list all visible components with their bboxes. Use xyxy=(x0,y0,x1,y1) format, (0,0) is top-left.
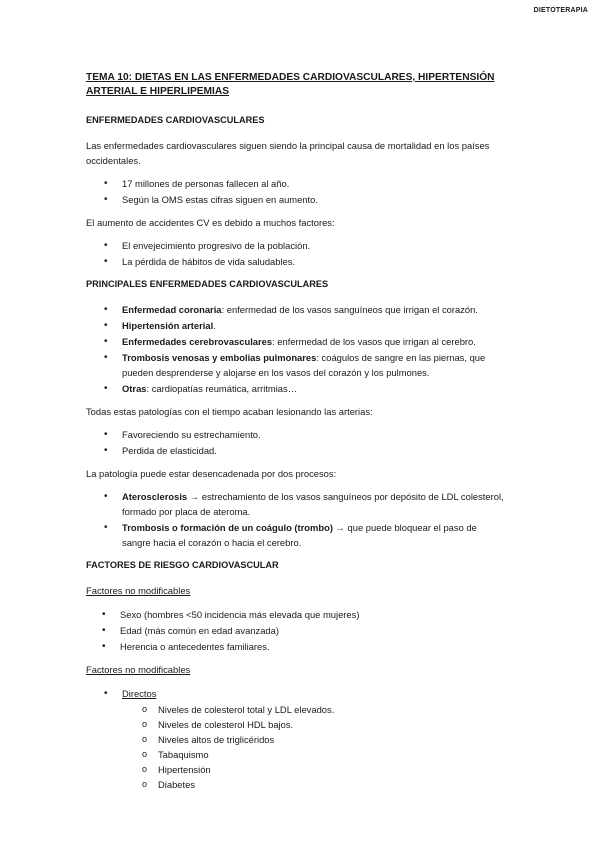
list-item: • Favoreciendo su estrechamiento. xyxy=(86,427,506,442)
term: Hipertensión arterial xyxy=(122,320,214,331)
sub-list-item: o Niveles de colesterol HDL bajos. xyxy=(122,717,506,732)
list-item xyxy=(86,302,506,317)
definition: . xyxy=(213,320,216,331)
list-item: • Herencia o antecedentes familiares. xyxy=(86,639,506,654)
definition: : enfermedad de los vasos que irrigan al cerebro. xyxy=(272,336,476,347)
document-title: TEMA 10: DIETAS EN LAS ENFERMEDADES CARDIOVASCULARES, HIPERTENSIÓN ARTERIAL E HIPERLIPEMIAS xyxy=(86,72,495,97)
term: Aterosclerosis xyxy=(122,491,188,502)
section-heading-principales: PRINCIPALES ENFERMEDADES CARDIOVASCULARES xyxy=(86,279,329,289)
list-item xyxy=(86,686,506,792)
term: Trombosis o formación de un coágulo (trombo) xyxy=(122,522,333,533)
sub-list-item: o Hipertensión xyxy=(122,762,506,777)
sub-list-item: o Diabetes xyxy=(122,777,506,792)
bullet-list xyxy=(86,176,506,207)
list-item: • Según la OMS estas cifras siguen en aumento. xyxy=(86,192,506,207)
list-item xyxy=(86,520,506,550)
term: Enfermedades cerebrovasculares xyxy=(122,336,273,347)
process-list xyxy=(86,489,506,550)
list-item: • Sexo (hombres <50 incidencia más elevada que mujeres) xyxy=(86,607,506,622)
bullet-list xyxy=(86,686,506,792)
list-item: • Edad (más común en edad avanzada) xyxy=(86,623,506,638)
definition: → estrechamiento de los vasos sanguíneos por depósito de LDL colesterol, formado por placa de ateroma. xyxy=(122,491,504,517)
definition: : enfermedad de los vasos sanguíneos que irrigan el corazón. xyxy=(221,304,478,315)
definition: → que puede bloquear el paso de sangre hacia el corazón o hacia el cerebro. xyxy=(122,522,477,548)
sub-list-item: o Niveles altos de triglicéridos xyxy=(122,732,506,747)
section-heading-factores: FACTORES DE RIESGO CARDIOVASCULAR xyxy=(86,560,279,570)
paragraph: La patología puede estar desencadenada por dos procesos: xyxy=(86,468,337,479)
list-item: • Perdida de elasticidad. xyxy=(86,443,506,458)
document-body xyxy=(86,71,506,800)
list-item xyxy=(86,334,506,349)
sub-list-item: o Niveles de colesterol total y LDL elevados. xyxy=(122,702,506,717)
list-item xyxy=(86,381,506,396)
sub-list xyxy=(122,702,506,792)
definition: : coágulos de sangre en las piernas, que pueden desprenderse y alojarse en los vasos del corazón y los pulmones. xyxy=(122,352,486,378)
list-item xyxy=(86,350,506,380)
list-item: • La pérdida de hábitos de vida saludables. xyxy=(86,254,506,269)
definition: : cardiopatías reumática, arritmias… xyxy=(146,383,298,394)
list-item xyxy=(86,489,506,519)
sub-list-item: o Tabaquismo xyxy=(122,747,506,762)
subheading: Factores no modificables xyxy=(86,664,191,675)
list-item: • 17 millones de personas fallecen al año. xyxy=(86,176,506,191)
paragraph: Todas estas patologías con el tiempo acaban lesionando las arterias: xyxy=(86,406,373,417)
paragraph: Las enfermedades cardiovasculares siguen siendo la principal causa de mortalidad en los países occidentales. xyxy=(86,140,490,166)
list-item: • El envejecimiento progresivo de la población. xyxy=(86,238,506,253)
section-heading-enfermedades: ENFERMEDADES CARDIOVASCULARES xyxy=(86,115,265,125)
list-item xyxy=(86,318,506,333)
bullet-list xyxy=(86,238,506,269)
term: Otras xyxy=(122,383,147,394)
disease-list xyxy=(86,302,506,396)
bullet-list xyxy=(86,427,506,458)
bullet-list xyxy=(86,607,506,654)
term: Enfermedad coronaria xyxy=(122,304,222,315)
subheading: Factores no modificables xyxy=(86,585,191,596)
paragraph: El aumento de accidentes CV es debido a muchos factores: xyxy=(86,217,335,228)
term: Trombosis venosas y embolias pulmonares xyxy=(122,352,317,363)
running-header: DIETOTERAPIA xyxy=(533,7,588,14)
directos-label: Directos xyxy=(122,688,157,699)
